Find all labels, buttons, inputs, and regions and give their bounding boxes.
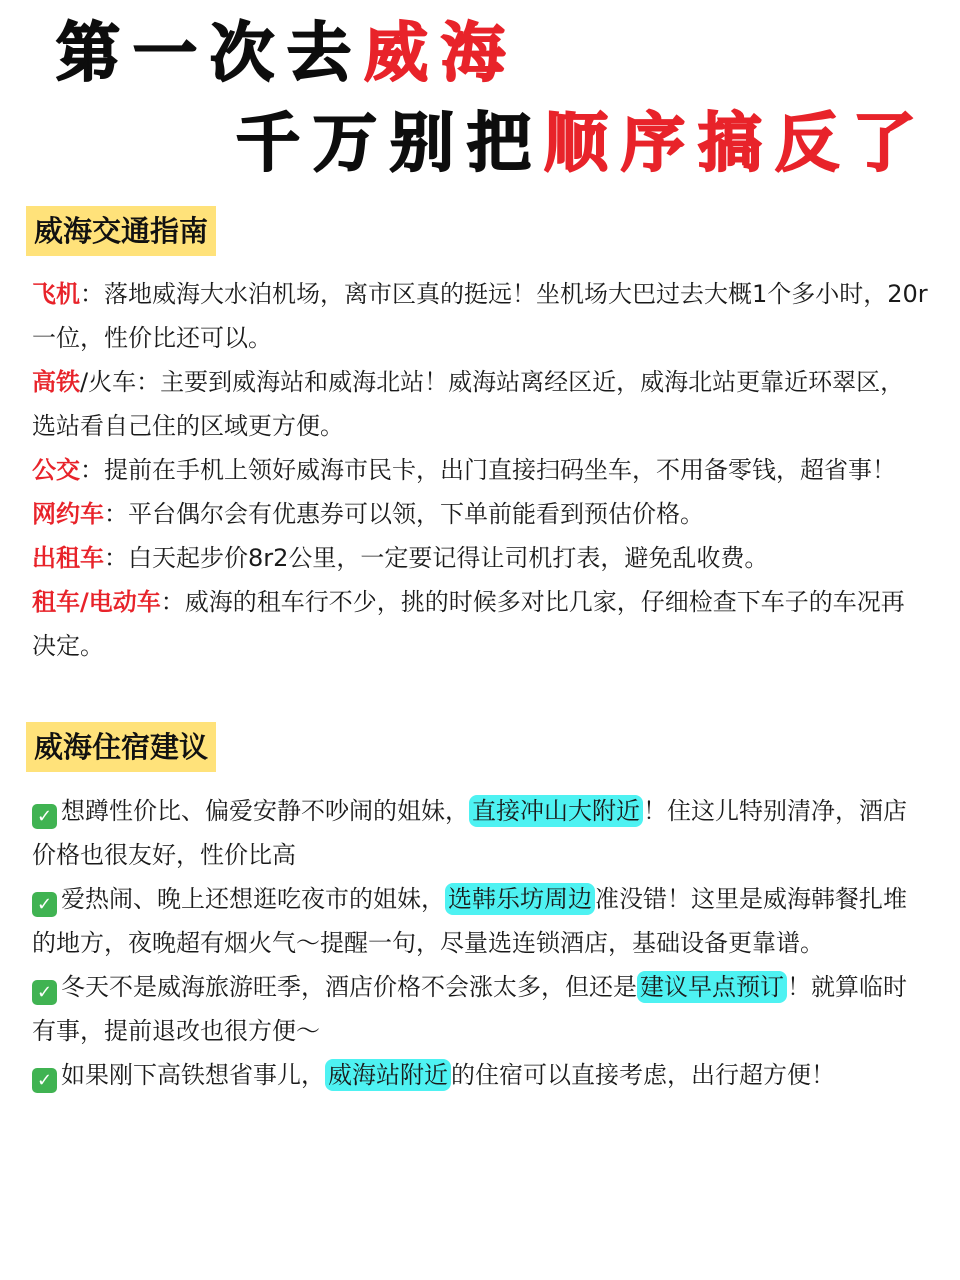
transport-text: ：主要到威海站和威海北站！威海站离经区近，威海北站更靠近环翠区，选站看自己住的区域更方便。: [32, 368, 905, 440]
transport-item-rental: [32, 580, 928, 668]
transport-text: ：白天起步价8r2公里，一定要记得让司机打表，避免乱收费。: [104, 544, 769, 572]
lodging-text-after: 准没错！这里是威海韩餐扎堆的地方，夜晚超有烟火气～提醒一句，尽量选连锁酒店，基础设备更靠谱。: [32, 885, 907, 957]
lodging-section-heading: 威海住宿建议: [26, 722, 216, 772]
lodging-highlight: 选韩乐坊周边: [445, 883, 595, 915]
transport-text: ：平台偶尔会有优惠券可以领，下单前能看到预估价格。: [104, 500, 704, 528]
title-line-2-red: 顺序搞反了: [544, 107, 929, 181]
transport-item-taxi: [32, 536, 928, 580]
title-line-1-black: 第一次去: [56, 17, 364, 91]
transport-label-suffix: /火车: [80, 368, 137, 396]
page-title-line-2: [236, 107, 929, 181]
check-icon: ✓: [32, 980, 57, 1005]
title-line-1-red: 威海: [364, 17, 518, 91]
lodging-text-before: 想蹲性价比、偏爱安静不吵闹的姐妹，: [61, 797, 469, 825]
transport-label: 出租车: [32, 544, 104, 572]
transport-item-train: [32, 360, 928, 448]
lodging-highlight: 直接冲山大附近: [469, 795, 643, 827]
transport-label: 公交: [32, 456, 80, 484]
check-icon: ✓: [32, 1068, 57, 1093]
transport-item-plane: [32, 272, 928, 360]
check-icon: ✓: [32, 892, 57, 917]
lodging-text-after: ！住这儿特别清净，酒店价格也很友好，性价比高: [32, 797, 907, 869]
lodging-highlight: 建议早点预订: [637, 971, 787, 1003]
lodging-text-after: 的住宿可以直接考虑，出行超方便！: [451, 1061, 835, 1089]
lodging-text-before: 爱热闹、晚上还想逛吃夜市的姐妹，: [61, 885, 445, 913]
transport-label: 租车/电动车: [32, 588, 161, 616]
lodging-text-after: ！就算临时有事，提前退改也很方便～: [32, 973, 907, 1045]
check-icon: ✓: [32, 804, 57, 829]
transport-text: ：提前在手机上领好威海市民卡，出门直接扫码坐车，不用备零钱，超省事！: [80, 456, 896, 484]
transport-label: 网约车: [32, 500, 104, 528]
transport-section-heading: 威海交通指南: [26, 206, 216, 256]
transport-item-bus: [32, 448, 928, 492]
lodging-item: [32, 789, 928, 877]
transport-label: 高铁: [32, 368, 80, 396]
lodging-text-before: 如果刚下高铁想省事儿，: [61, 1061, 325, 1089]
transport-list: [32, 272, 928, 668]
lodging-highlight: 威海站附近: [325, 1059, 451, 1091]
title-line-2-black: 千万别把: [236, 107, 544, 181]
lodging-list: [32, 789, 928, 1097]
transport-label: 飞机: [32, 280, 80, 308]
lodging-item: [32, 965, 928, 1053]
transport-text: ：威海的租车行不少，挑的时候多对比几家，仔细检查下车子的车况再决定。: [32, 588, 905, 660]
lodging-item: [32, 877, 928, 965]
lodging-item: [32, 1053, 928, 1097]
transport-text: ：落地威海大水泊机场，离市区真的挺远！坐机场大巴过去大概1个多小时，20r一位，性价比还可以。: [32, 280, 928, 352]
page-title-line-1: [56, 17, 518, 91]
lodging-text-before: 冬天不是威海旅游旺季，酒店价格不会涨太多，但还是: [61, 973, 637, 1001]
transport-item-ride-hailing: [32, 492, 928, 536]
